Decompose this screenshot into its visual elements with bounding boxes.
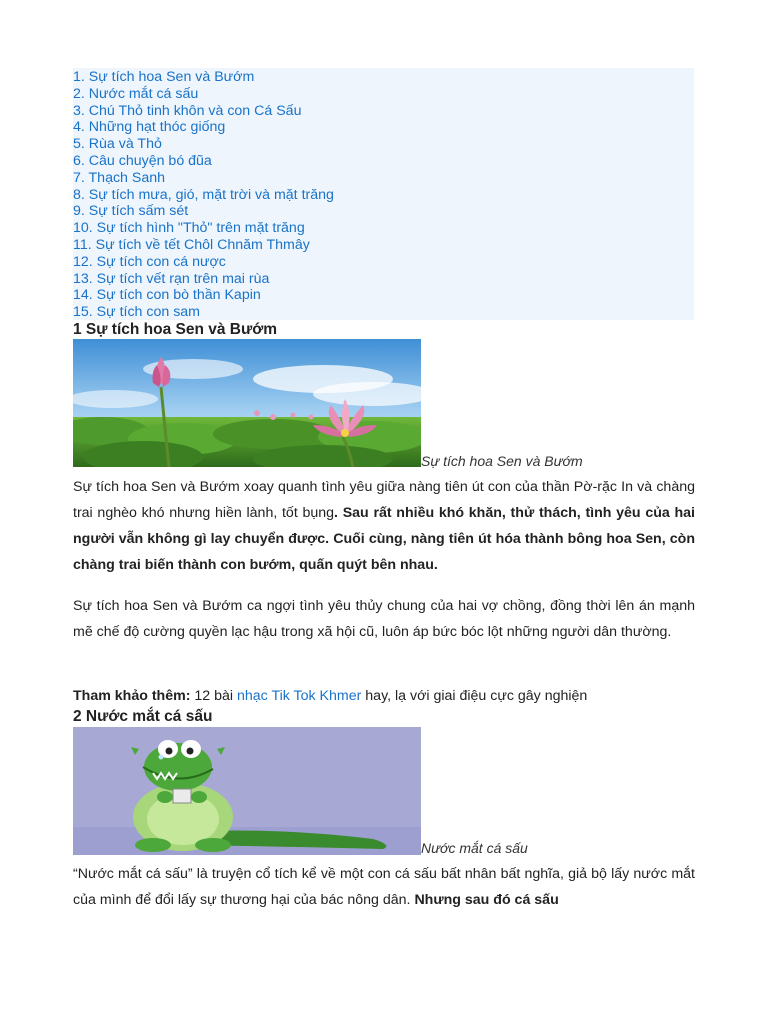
toc-item[interactable] <box>73 187 694 204</box>
toc-item[interactable] <box>73 287 694 304</box>
section-2-heading-wrap <box>73 708 695 726</box>
toc-item[interactable] <box>73 103 694 120</box>
toc-link[interactable]: 10. Sự tích hình "Thỏ" trên mặt trăng <box>73 220 305 237</box>
lotus-photo <box>73 339 421 467</box>
reference-pre: 12 bài <box>190 688 238 704</box>
toc-link[interactable]: 12. Sự tích con cá nược <box>73 253 226 270</box>
section-1-paragraph-2: Sự tích hoa Sen và Bướm ca ngợi tình yêu thủy chung của hai vợ chồng, đồng thời lên án mạnh mẽ chế độ cường quyền lạc hậu trong xã hội cũ, luôn áp bức bóc lột những người dân thường. <box>73 598 695 640</box>
section-2-heading: 2 Nước mắt cá sấu <box>73 708 213 725</box>
lotus-image <box>73 339 421 472</box>
section-1-p1-text: Sự tích hoa Sen và Bướm xoay quanh tình yêu giữa nàng tiên út con của thần Pờ-rặc In và chàng trai nghèo khó nhưng hiền lành, tốt bụng <box>73 479 695 521</box>
toc-item[interactable] <box>73 136 694 153</box>
toc-link[interactable]: 2. Nước mắt cá sấu <box>73 85 199 102</box>
toc-link[interactable]: 1. Sự tích hoa Sen và Bướm <box>73 69 255 85</box>
reference-post: hay, lạ với giai điệu cực gây nghiện <box>361 688 588 704</box>
toc-link[interactable]: 9. Sự tích sấm sét <box>73 203 189 220</box>
toc-item[interactable] <box>73 271 694 288</box>
crocodile-cartoon <box>73 727 421 855</box>
reference-label: Tham khảo thêm: <box>73 688 191 704</box>
toc-item[interactable] <box>73 237 694 254</box>
crocodile-image <box>73 727 421 860</box>
reference-link[interactable]: nhạc Tik Tok Khmer <box>237 688 362 704</box>
section-2-p1-bold: Nhưng sau đó cá sấu <box>414 892 559 908</box>
reference-line <box>73 686 695 706</box>
toc-item[interactable] <box>73 254 694 271</box>
toc-item[interactable] <box>73 153 694 170</box>
section-2-p1-text: “Nước mắt cá sấu” là truyện cổ tích kể về một con cá sấu bất nhân bất nghĩa, giả bộ lấy nước mắt của mình để đổi lấy sự thương hại của bác nông dân. <box>73 866 695 908</box>
lotus-caption: Sự tích hoa Sen và Bướm <box>421 453 583 469</box>
section-1-p1-bold: . Sau rất nhiều khó khăn, thử thách, tình yêu của hai người vẫn không gì lay chuyển được. Cuối cùng, nàng tiên út hóa thành bông hoa Sen, còn chàng trai biến thành con bướm, quấn quýt bên nhau. <box>73 505 695 573</box>
table-of-contents <box>73 68 694 320</box>
toc-item[interactable] <box>73 304 694 321</box>
toc-item[interactable] <box>73 220 694 237</box>
section-1-heading: 1 Sự tích hoa Sen và Bướm <box>73 321 278 338</box>
toc-link[interactable]: 6. Câu chuyện bó đũa <box>73 152 212 169</box>
toc-item[interactable] <box>73 86 694 103</box>
toc-item[interactable] <box>73 69 694 86</box>
toc-link[interactable]: 13. Sự tích vết rạn trên mai rùa <box>73 270 270 287</box>
toc-item[interactable] <box>73 119 694 136</box>
toc-item[interactable] <box>73 203 694 220</box>
section-1-heading-wrap <box>73 321 695 339</box>
toc-link[interactable]: 15. Sự tích con sam <box>73 304 200 321</box>
toc-link[interactable]: 14. Sự tích con bò thần Kapin <box>73 287 261 304</box>
toc-link[interactable]: 5. Rùa và Thỏ <box>73 136 162 153</box>
crocodile-caption: Nước mắt cá sấu <box>421 840 528 856</box>
toc-item[interactable] <box>73 170 694 187</box>
toc-link[interactable]: 7. Thạch Sanh <box>73 169 166 186</box>
toc-link[interactable]: 8. Sự tích mưa, gió, mặt trời và mặt trăng <box>73 186 334 203</box>
toc-link[interactable]: 3. Chú Thỏ tinh khôn và con Cá Sấu <box>73 102 302 119</box>
section-1-paragraph-1 <box>73 474 695 578</box>
section-2-paragraph-1 <box>73 861 695 913</box>
toc-link[interactable]: 11. Sự tích về tết Chôl Chnăm Thmây <box>73 236 310 253</box>
toc-list <box>73 69 694 321</box>
toc-link[interactable]: 4. Những hạt thóc giống <box>73 119 226 136</box>
